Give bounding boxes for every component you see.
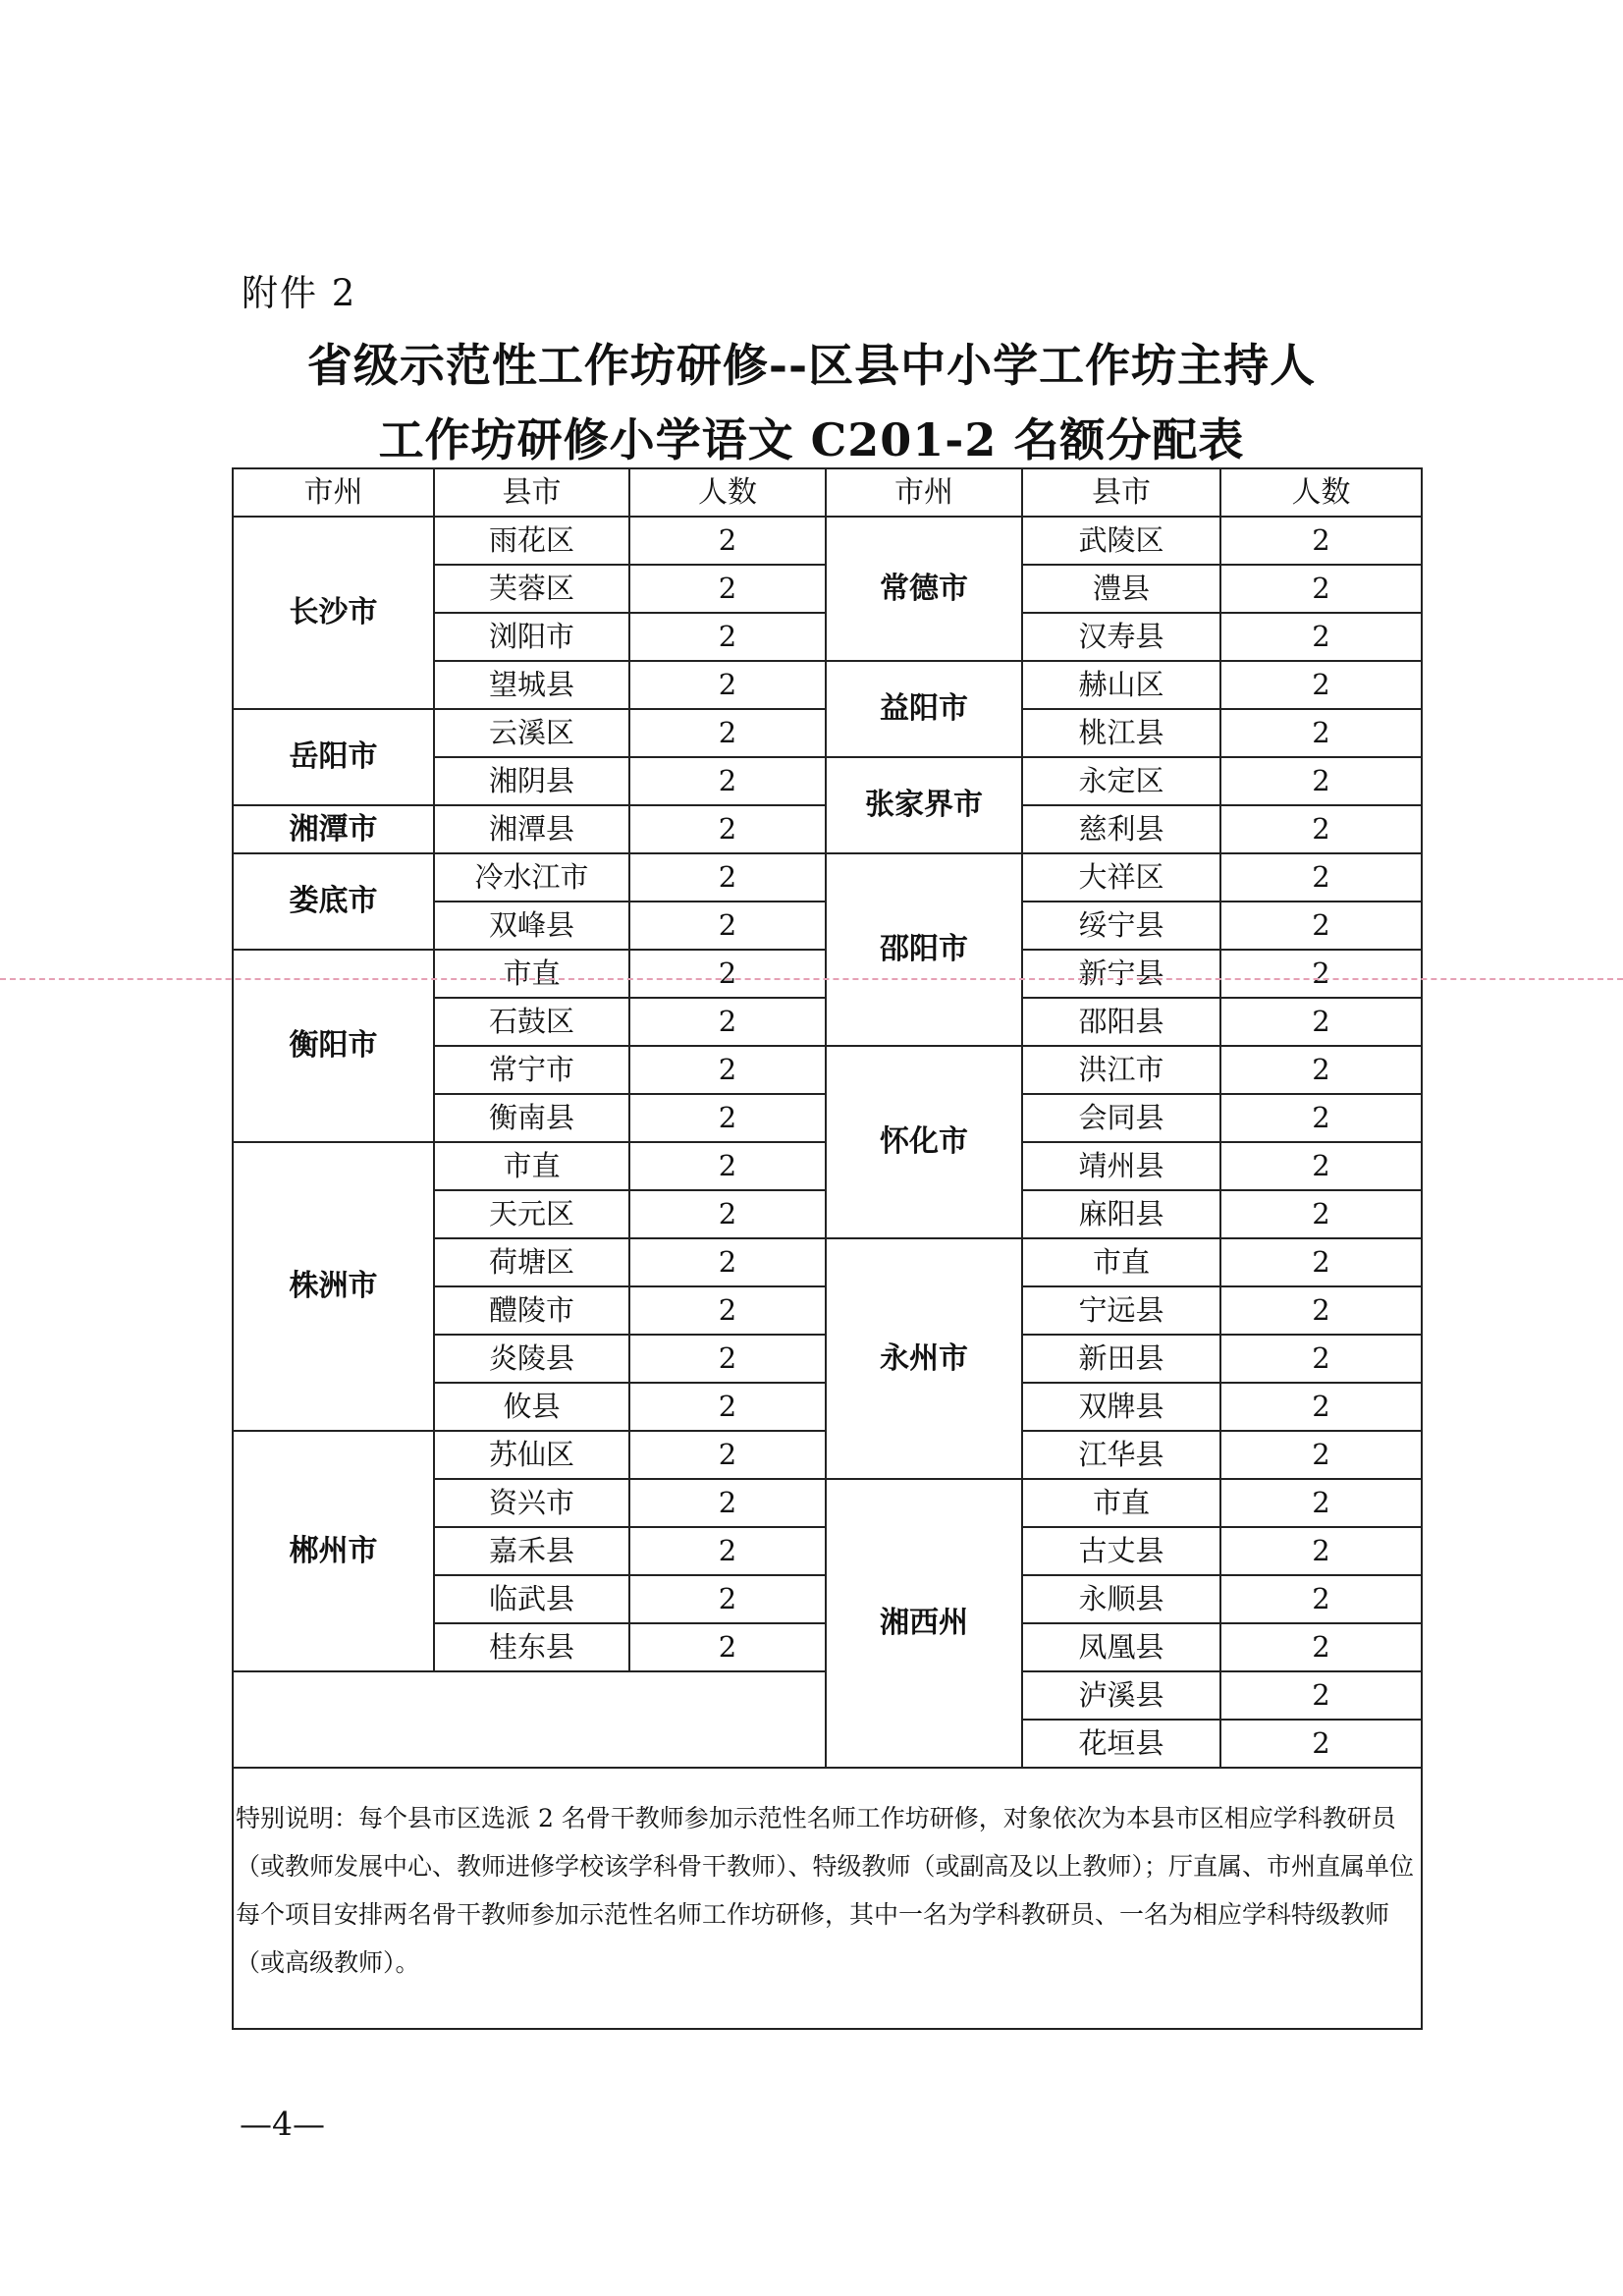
- count-cell-left: 2: [629, 517, 826, 565]
- count-cell-right: 2: [1220, 805, 1422, 853]
- county-cell-left: 芙蓉区: [434, 565, 629, 613]
- county-cell-left: 湘潭县: [434, 805, 629, 853]
- count-cell-right: 2: [1220, 1479, 1422, 1527]
- count-cell-left: 2: [629, 1046, 826, 1094]
- city-cell-right: 湘西州: [826, 1479, 1022, 1768]
- count-cell-left: 2: [629, 998, 826, 1046]
- fold-line-divider: [0, 978, 1623, 980]
- count-cell-left: 2: [629, 1623, 826, 1671]
- count-cell-left: 2: [629, 661, 826, 709]
- count-cell-left: 2: [629, 613, 826, 661]
- city-cell-right: 邵阳市: [826, 853, 1022, 1046]
- county-cell-right: 澧县: [1022, 565, 1220, 613]
- count-cell-right: 2: [1220, 1335, 1422, 1383]
- table-body: [233, 468, 1422, 2029]
- county-cell-right: 洪江市: [1022, 1046, 1220, 1094]
- count-cell-left: 2: [629, 1190, 826, 1238]
- document-title-line2: 工作坊研修小学语文 C201-2 名额分配表: [378, 413, 1245, 466]
- county-cell-left: 常宁市: [434, 1046, 629, 1094]
- county-cell-right: 汉寿县: [1022, 613, 1220, 661]
- count-cell-right: 2: [1220, 853, 1422, 902]
- county-cell-right: 凤凰县: [1022, 1623, 1220, 1671]
- document-title-line1: 省级示范性工作坊研修--区县中小学工作坊主持人: [306, 339, 1317, 392]
- city-cell-left: 娄底市: [233, 853, 434, 950]
- city-cell-right: 益阳市: [826, 661, 1022, 757]
- county-cell-right: 市直: [1022, 1238, 1220, 1286]
- county-cell-right: 赫山区: [1022, 661, 1220, 709]
- count-cell-right: 2: [1220, 613, 1422, 661]
- count-cell-left: 2: [629, 1238, 826, 1286]
- county-cell-left: 荷塘区: [434, 1238, 629, 1286]
- county-cell-right: 绥宁县: [1022, 902, 1220, 950]
- county-cell-right: 武陵区: [1022, 517, 1220, 565]
- count-cell-left: 2: [629, 1527, 826, 1575]
- county-cell-left: 冷水江市: [434, 853, 629, 902]
- count-cell-right: 2: [1220, 1046, 1422, 1094]
- county-cell-right: 市直: [1022, 1479, 1220, 1527]
- header-county-left: 县市: [434, 468, 629, 517]
- attachment-label: 附件 2: [242, 272, 357, 314]
- county-cell-right: 花垣县: [1022, 1720, 1220, 1768]
- header-city-left: 市州: [233, 468, 434, 517]
- count-cell-right: 2: [1220, 661, 1422, 709]
- county-cell-left: 云溪区: [434, 709, 629, 757]
- count-cell-left: 2: [629, 1286, 826, 1335]
- county-cell-right: 新田县: [1022, 1335, 1220, 1383]
- county-cell-left: 醴陵市: [434, 1286, 629, 1335]
- county-cell-right: 慈利县: [1022, 805, 1220, 853]
- header-row: [233, 468, 1422, 517]
- county-cell-left: 攸县: [434, 1383, 629, 1431]
- count-cell-right: 2: [1220, 950, 1422, 998]
- count-cell-right: 2: [1220, 709, 1422, 757]
- county-cell-left: 衡南县: [434, 1094, 629, 1142]
- count-cell-right: 2: [1220, 902, 1422, 950]
- table-row: [233, 517, 1422, 565]
- county-cell-right: 会同县: [1022, 1094, 1220, 1142]
- count-cell-left: 2: [629, 1575, 826, 1623]
- count-cell-left: 2: [629, 1142, 826, 1190]
- count-cell-left: 2: [629, 565, 826, 613]
- count-cell-left: 2: [629, 1335, 826, 1383]
- city-cell-right: 怀化市: [826, 1046, 1022, 1238]
- county-cell-left: 炎陵县: [434, 1335, 629, 1383]
- count-cell-right: 2: [1220, 1190, 1422, 1238]
- count-cell-left: 2: [629, 757, 826, 805]
- county-cell-right: 麻阳县: [1022, 1190, 1220, 1238]
- county-cell-left: 天元区: [434, 1190, 629, 1238]
- count-cell-right: 2: [1220, 757, 1422, 805]
- city-cell-right: 常德市: [826, 517, 1022, 661]
- blank-cell-left: [233, 1671, 826, 1768]
- count-cell-left: 2: [629, 950, 826, 998]
- count-cell-right: 2: [1220, 517, 1422, 565]
- county-cell-left: 临武县: [434, 1575, 629, 1623]
- count-cell-left: 2: [629, 902, 826, 950]
- county-cell-right: 江华县: [1022, 1431, 1220, 1479]
- count-cell-left: 2: [629, 805, 826, 853]
- county-cell-right: 大祥区: [1022, 853, 1220, 902]
- count-cell-right: 2: [1220, 1527, 1422, 1575]
- count-cell-right: 2: [1220, 1286, 1422, 1335]
- city-cell-left: 衡阳市: [233, 950, 434, 1142]
- header-count-right: 人数: [1220, 468, 1422, 517]
- note-row: [233, 1768, 1422, 2029]
- county-cell-left: 湘阴县: [434, 757, 629, 805]
- county-cell-right: 古丈县: [1022, 1527, 1220, 1575]
- count-cell-right: 2: [1220, 998, 1422, 1046]
- city-cell-right: 张家界市: [826, 757, 1022, 853]
- county-cell-left: 雨花区: [434, 517, 629, 565]
- county-cell-right: 新宁县: [1022, 950, 1220, 998]
- county-cell-left: 市直: [434, 1142, 629, 1190]
- header-count-left: 人数: [629, 468, 826, 517]
- city-cell-left: 郴州市: [233, 1431, 434, 1671]
- county-cell-right: 泸溪县: [1022, 1671, 1220, 1720]
- count-cell-right: 2: [1220, 1094, 1422, 1142]
- city-cell-left: 长沙市: [233, 517, 434, 709]
- count-cell-right: 2: [1220, 1575, 1422, 1623]
- county-cell-left: 市直: [434, 950, 629, 998]
- count-cell-right: 2: [1220, 1623, 1422, 1671]
- county-cell-right: 永顺县: [1022, 1575, 1220, 1623]
- county-cell-left: 资兴市: [434, 1479, 629, 1527]
- county-cell-right: 桃江县: [1022, 709, 1220, 757]
- count-cell-left: 2: [629, 709, 826, 757]
- county-cell-left: 苏仙区: [434, 1431, 629, 1479]
- county-cell-right: 邵阳县: [1022, 998, 1220, 1046]
- city-cell-left: 株洲市: [233, 1142, 434, 1431]
- county-cell-left: 嘉禾县: [434, 1527, 629, 1575]
- county-cell-right: 双牌县: [1022, 1383, 1220, 1431]
- county-cell-left: 浏阳市: [434, 613, 629, 661]
- city-cell-left: 湘潭市: [233, 805, 434, 853]
- header-county-right: 县市: [1022, 468, 1220, 517]
- count-cell-left: 2: [629, 853, 826, 902]
- county-cell-right: 永定区: [1022, 757, 1220, 805]
- county-cell-right: 靖州县: [1022, 1142, 1220, 1190]
- county-cell-left: 双峰县: [434, 902, 629, 950]
- page-number: —4—: [240, 2105, 325, 2143]
- count-cell-right: 2: [1220, 1142, 1422, 1190]
- count-cell-right: 2: [1220, 1671, 1422, 1720]
- quota-allocation-table: [232, 467, 1423, 2030]
- count-cell-left: 2: [629, 1431, 826, 1479]
- county-cell-left: 桂东县: [434, 1623, 629, 1671]
- county-cell-left: 石鼓区: [434, 998, 629, 1046]
- special-note: 特别说明：每个县市区选派 2 名骨干教师参加示范性名师工作坊研修，对象依次为本县市区相应学科教研员（或教师发展中心、教师进修学校该学科骨干教师）、特级教师（或副高及以上教师）；厅直属、市州直属单位每个项目安排两名骨干教师参加示范性名师工作坊研修，其中一名为学科教研员、一名为相应学科特级教师（或高级教师）。: [233, 1768, 1422, 2029]
- count-cell-right: 2: [1220, 1383, 1422, 1431]
- count-cell-left: 2: [629, 1479, 826, 1527]
- table-row: [233, 853, 1422, 902]
- count-cell-right: 2: [1220, 565, 1422, 613]
- header-city-right: 市州: [826, 468, 1022, 517]
- count-cell-right: 2: [1220, 1720, 1422, 1768]
- county-cell-right: 宁远县: [1022, 1286, 1220, 1335]
- count-cell-right: 2: [1220, 1238, 1422, 1286]
- count-cell-right: 2: [1220, 1431, 1422, 1479]
- count-cell-left: 2: [629, 1094, 826, 1142]
- city-cell-right: 永州市: [826, 1238, 1022, 1479]
- count-cell-left: 2: [629, 1383, 826, 1431]
- county-cell-left: 望城县: [434, 661, 629, 709]
- city-cell-left: 岳阳市: [233, 709, 434, 805]
